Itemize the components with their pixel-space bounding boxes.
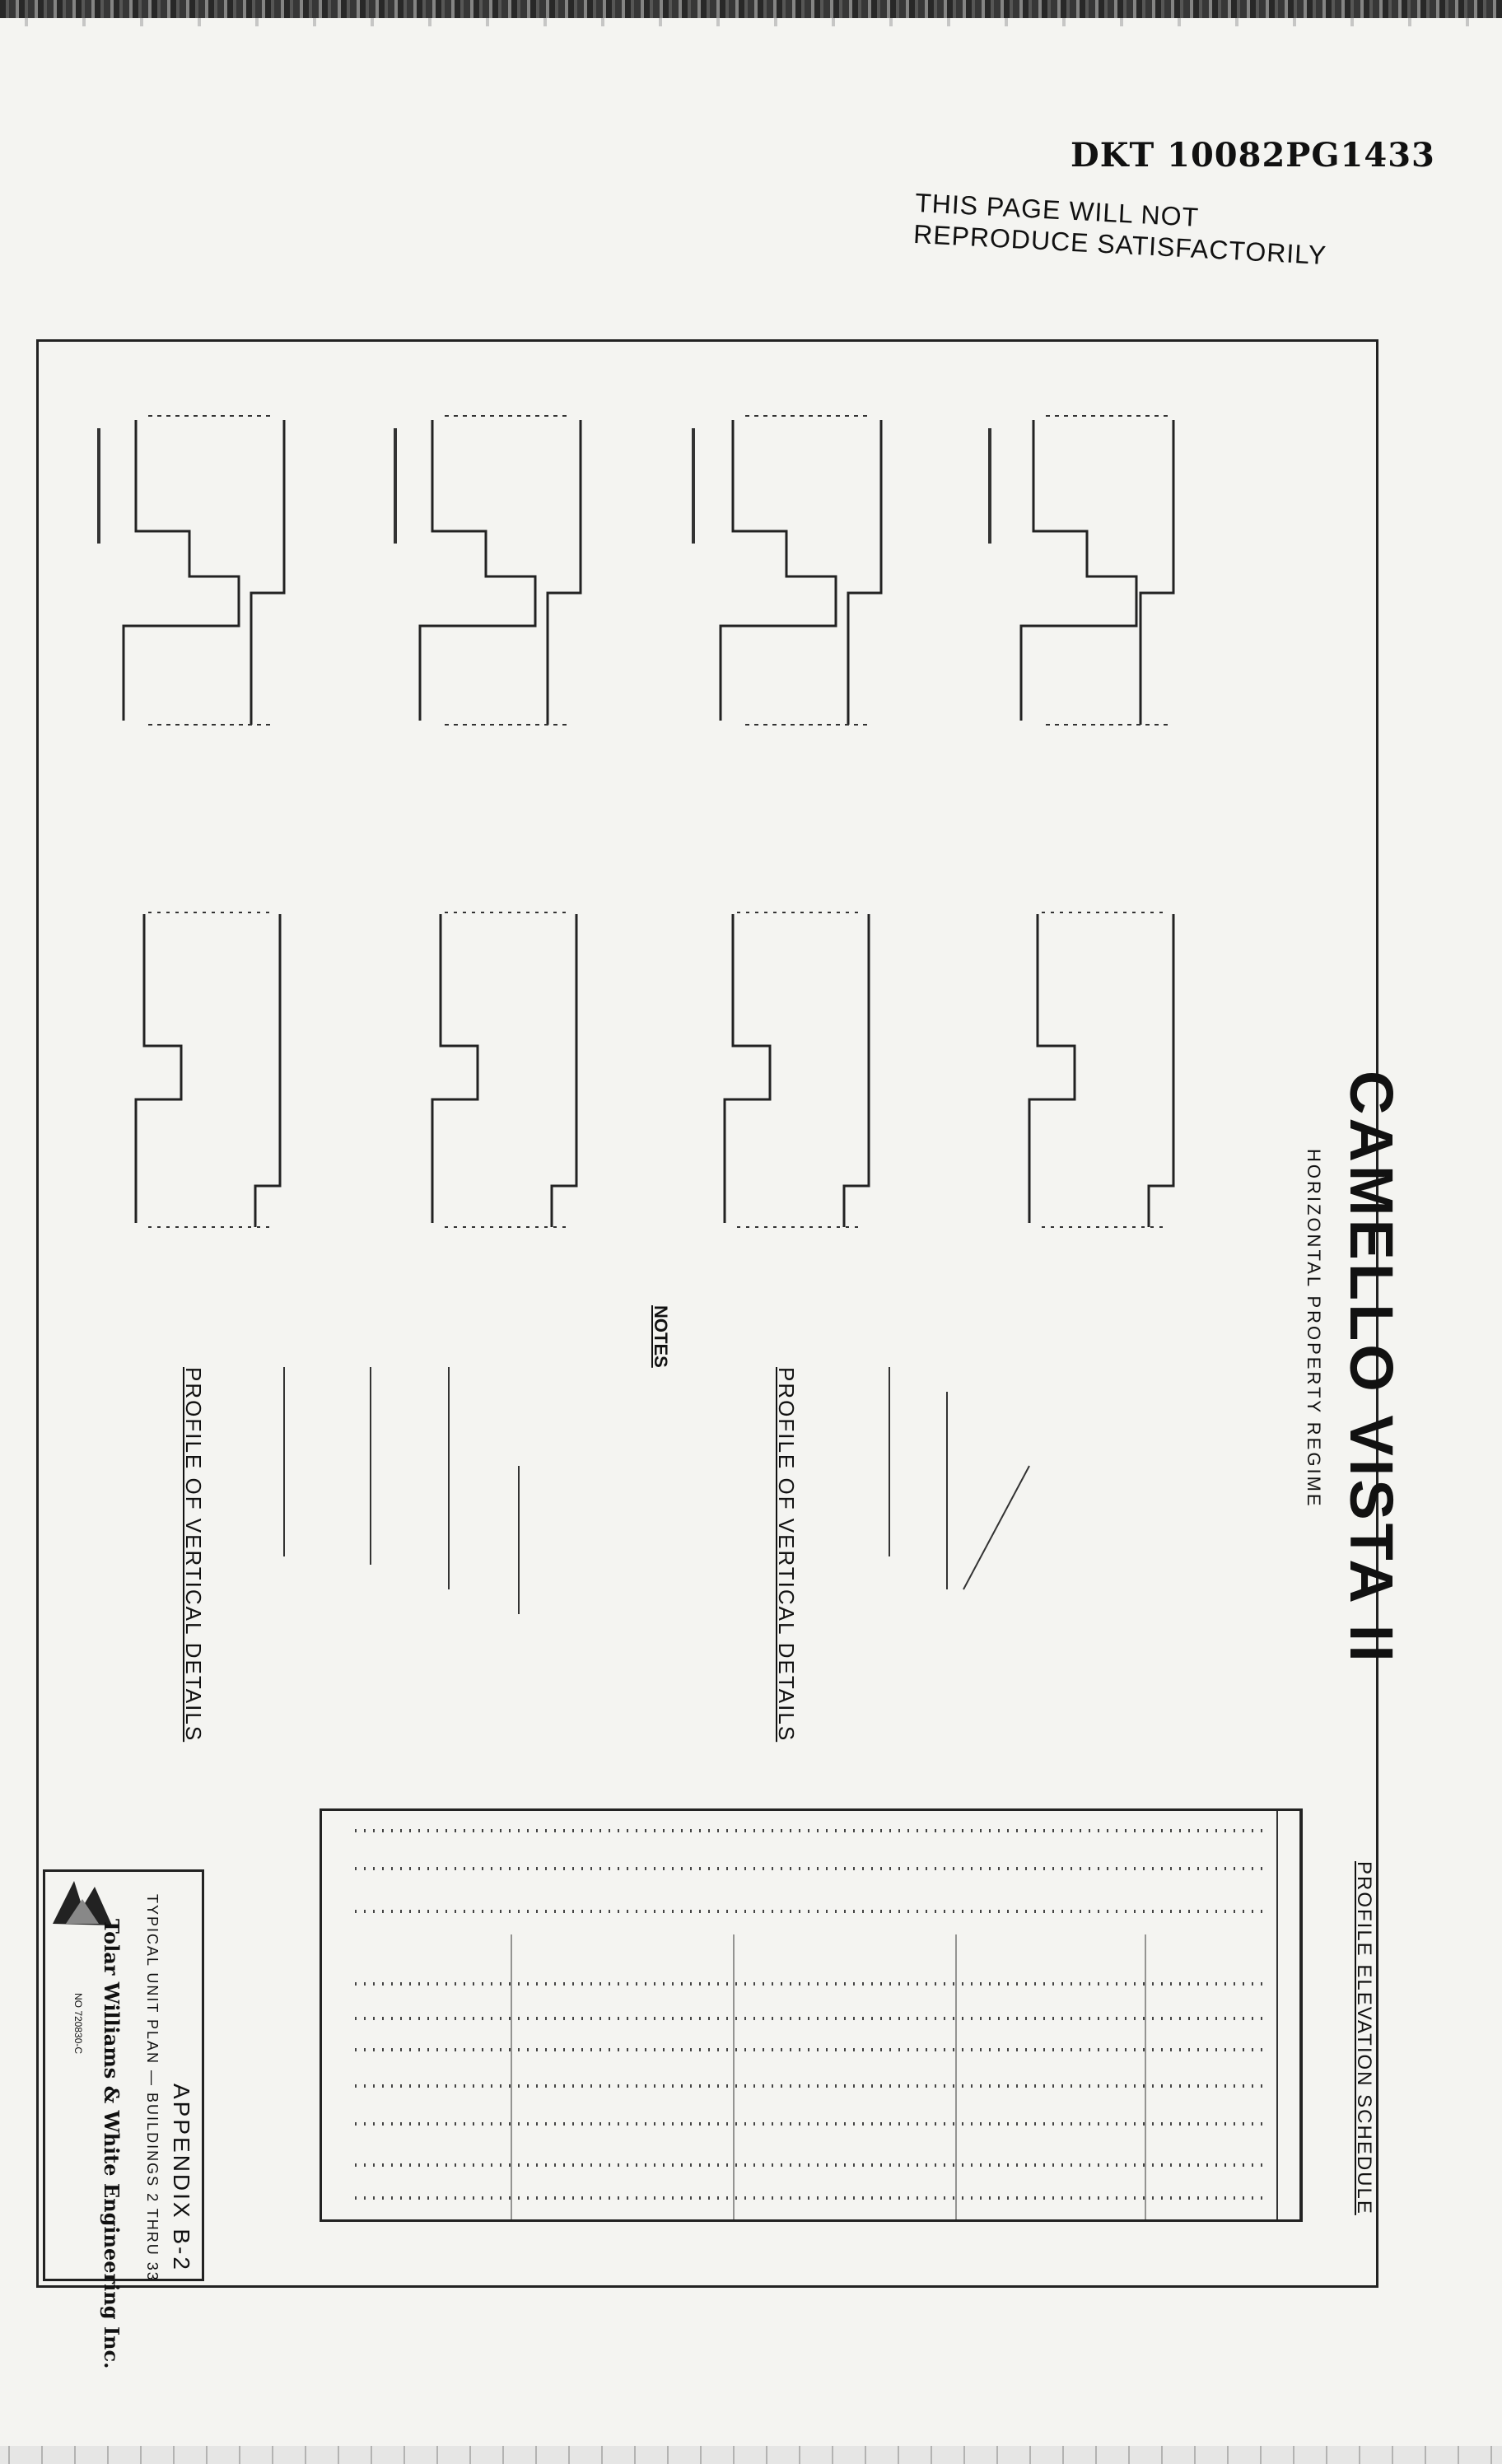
schedule-columns [1277, 1811, 1300, 2219]
appendix-label: APPENDIX B-2 [169, 2084, 194, 2272]
profile-label-b: PROFILE OF VERTICAL DETAILS [774, 1367, 799, 1743]
plan-outline-2b [548, 420, 581, 725]
plan-outline-5 [136, 914, 181, 1223]
detail-marks [97, 428, 991, 544]
mid-row-dashes [148, 912, 1165, 1227]
stamp-line-2: REPRODUCE SATISFACTORILY [912, 218, 1327, 271]
docket-number: DKT 10082PG1433 [1071, 136, 1435, 175]
stamp-line-1: THIS PAGE WILL NOT [914, 187, 1200, 232]
plan-outline-8 [1029, 914, 1075, 1223]
schedule-grid [322, 1811, 1300, 2219]
drawing-subtitle: HORIZONTAL PROPERTY REGIME [1304, 1149, 1324, 1509]
sheet-description: TYPICAL UNIT PLAN — BUILDINGS 2 THRU 33 [144, 1894, 161, 2282]
plan-outline-7 [725, 914, 770, 1223]
top-row-plans [124, 420, 1173, 725]
plan-outline-6 [432, 914, 478, 1223]
top-row-dashes [148, 416, 1169, 725]
plan-outline-1 [124, 420, 239, 721]
plan-outline-3 [721, 420, 836, 721]
plan-outline-2 [420, 420, 535, 721]
plan-outline-1b [251, 420, 284, 725]
elevation-schedule-table [320, 1808, 1303, 2222]
profile-label-a: PROFILE OF VERTICAL DETAILS [181, 1367, 206, 1743]
schedule-dotted-rows [355, 1831, 1269, 2198]
firm-name: Tolar Williams & White Engineering Inc. [100, 1919, 124, 2369]
schedule-title: PROFILE ELEVATION SCHEDULE [1353, 1861, 1375, 2215]
plan-outline-4 [1021, 420, 1136, 721]
project-number: NO 720830-C [72, 1993, 84, 2055]
mid-row-plans [136, 914, 1173, 1227]
plan-outline-4b [1140, 420, 1173, 725]
notes-heading: NOTES [651, 1305, 671, 1368]
drawing-title: CAMELLO VISTA II [1337, 1071, 1406, 1665]
plan-outline-3b [848, 420, 881, 725]
vertical-detail-lines [284, 1367, 1029, 1614]
schedule-section-dividers [511, 1934, 1145, 2219]
scan-bottom-edge [0, 2446, 1502, 2464]
